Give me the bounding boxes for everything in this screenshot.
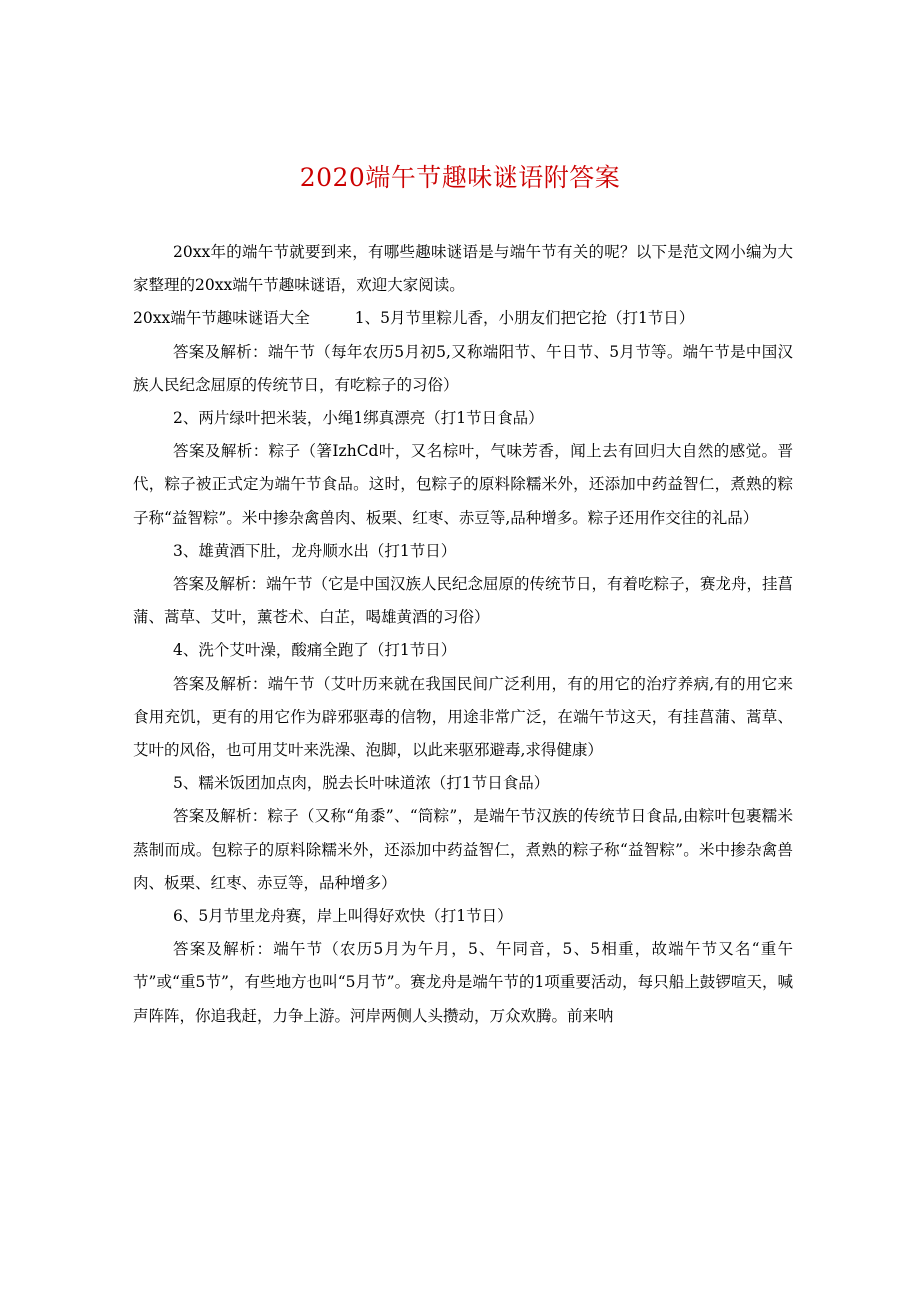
intro-paragraph: 20xx年的端午节就要到来，有哪些趣味谜语是与端午节有关的呢？以下是范文网小编为大家整理的20xx端午节趣味谜语，欢迎大家阅读。 [133,243,793,295]
riddle-question: 2、两片绿叶把米装，小绳1绑真漂亮（打1节日食品） [173,409,544,428]
riddle-answer: 答案及解析：端午节（每年农历5月初5,又称端阳节、午日节、5月节等。端午节是中国汉族人民纪念屈原的传统节日，有吃粽子的习俗） [133,342,793,394]
section-heading: 20xx端午节趣味谜语大全 [133,309,310,328]
riddle-answer: 答案及解析：粽子（又称“角黍”、“筒粽”，是端午节汉族的传统节日食品,由粽叶包裹糯米蒸制而成。包粽子的原料除糯米外，还添加中药益智仁，煮熟的粽子称“益智粽”。米中掺杂禽兽肉、板栗、红枣、赤豆等，品种增多） [133,807,793,892]
riddle-answer: 答案及解析：粽子（箸IzhCd叶，又名棕叶，气味芳香，闻上去有回归大自然的感觉。晋代，粽子被正式定为端午节食品。这时，包粽子的原料除糯米外，还添加中药益智仁，煮熟的粽子称“益智粽”。米中掺杂禽兽肉、板栗、红枣、赤豆等,品种增多。粽子还用作交往的礼品） [133,442,793,527]
riddle-question: 4、洗个艾叶澡，酸痛全跑了（打1节日） [173,641,457,660]
heading-gap [310,302,355,335]
riddle-answer: 答案及解析：端午节（它是中国汉族人民纪念屈原的传统节日，有着吃粽子，赛龙舟，挂菖蒲、蒿草、艾叶，薰苍术、白芷，喝雄黄酒的习俗） [133,575,794,627]
riddle-question: 5、糯米饭团加点肉，脱去长叶味道浓（打1节日食品） [173,774,550,793]
riddle-answer: 答案及解析：端午节（农历5月为午月，5、午同音，5、5相重，故端午节又名“重午节”或“重5节”，有些地方也叫“5月节”。赛龙舟是端午节的1项重要活动，每只船上鼓锣喧天，喊声阵阵，你追我赶，力争上游。河岸两侧人头攒动，万众欢腾。前来呐 [133,940,793,1025]
riddle-question: 1、5月节里粽儿香，小朋友们把它抢（打1节日） [354,309,695,328]
page-title: 2020端午节趣味谜语附答案 [299,163,621,192]
riddle-question: 3、雄黄酒下肚，龙舟顺水出（打1节日） [173,541,457,560]
riddle-question: 6、5月节里龙舟赛，岸上叫得好欢快（打1节日） [173,907,513,926]
document-body [133,236,793,1033]
riddle-answer: 答案及解析：端午节（艾叶历来就在我国民间广泛利用，有的用它的治疗养病,有的用它来食用充饥，更有的用它作为辟邪驱毒的信物，用途非常广泛，在端午节这天，有挂菖蒲、蒿草、艾叶的风俗，也可用艾叶来洗澡、泡脚，以此来驱邪避毒,求得健康） [133,674,793,760]
section-heading-line [133,302,793,335]
